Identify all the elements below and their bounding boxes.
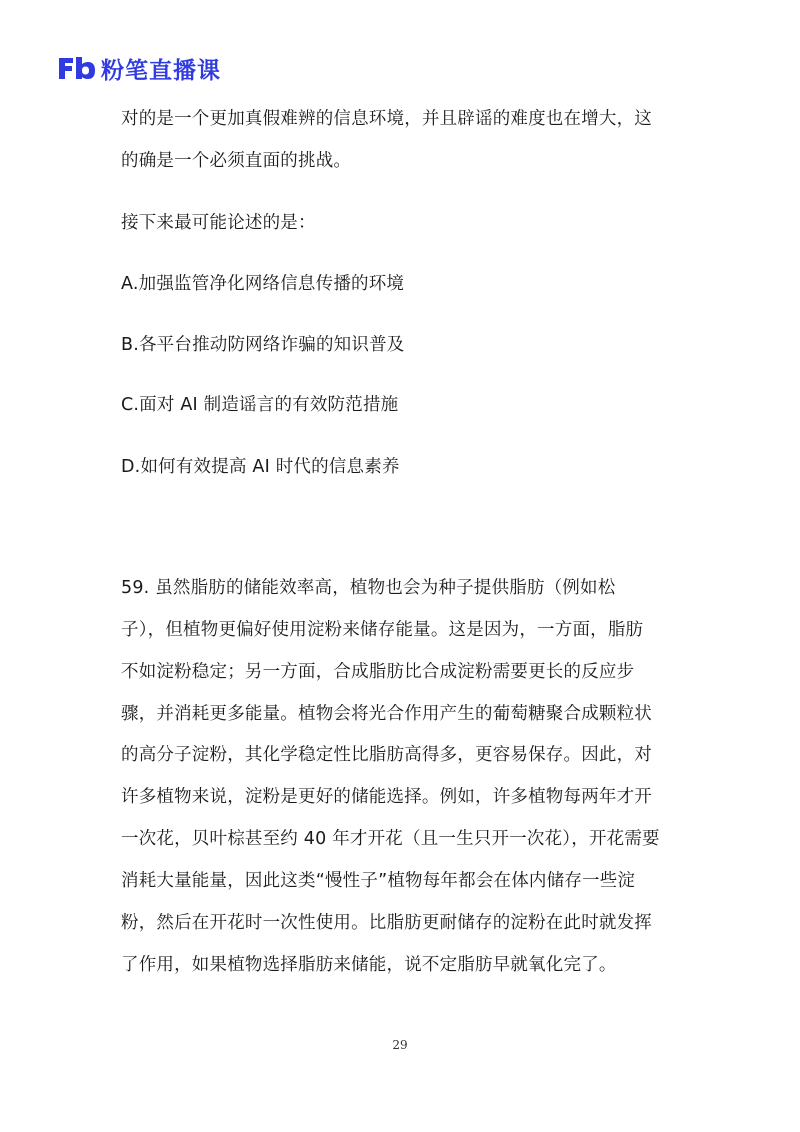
question-59-line: 骤，并消耗更多能量。植物会将光合作用产生的葡萄糖聚合成颗粒状 bbox=[121, 704, 652, 724]
question-59-line: 粉，然后在开花时一次性使用。比脂肪更耐储存的淀粉在此时就发挥 bbox=[121, 913, 652, 933]
question-59-line: 59. 虽然脂肪的储能效率高，植物也会为种子提供脂肪（例如松 bbox=[121, 578, 616, 598]
question-59-line: 许多植物来说，淀粉是更好的储能选择。例如，许多植物每两年才开 bbox=[121, 787, 652, 807]
question-59-line: 了作用，如果植物选择脂肪来储能，说不定脂肪早就氧化完了。 bbox=[121, 955, 617, 975]
question-59-line: 不如淀粉稳定；另一方面，合成脂肪比合成淀粉需要更长的反应步 bbox=[121, 662, 635, 682]
question-prompt: 接下来最可能论述的是： bbox=[121, 213, 316, 233]
passage-line: 对的是一个更加真假难辨的信息环境，并且辟谣的难度也在增大，这 bbox=[121, 109, 652, 129]
brand-name: 粉笔直播课 bbox=[101, 57, 221, 84]
question-59-line: 子），但植物更偏好使用淀粉来储存能量。这是因为，一方面，脂肪 bbox=[121, 620, 644, 640]
option-b: B.各平台推动防网络诈骗的知识普及 bbox=[121, 335, 405, 355]
page-number: 29 bbox=[392, 1038, 408, 1052]
option-d: D.如何有效提高 AI 时代的信息素养 bbox=[121, 457, 400, 477]
question-59-line: 的高分子淀粉，其化学稳定性比脂肪高得多，更容易保存。因此，对 bbox=[121, 745, 652, 765]
fb-logo-icon bbox=[57, 55, 97, 81]
brand-header bbox=[57, 52, 221, 84]
question-59-line: 消耗大量能量，因此这类“慢性子”植物每年都会在体内储存一些淀 bbox=[121, 871, 636, 891]
question-59-line: 一次花，贝叶棕甚至约 40 年才开花（且一生只开一次花），开花需要 bbox=[121, 829, 660, 849]
passage-line: 的确是一个必须直面的挑战。 bbox=[121, 151, 352, 171]
option-a: A.加强监管净化网络信息传播的环境 bbox=[121, 274, 405, 294]
option-c: C.面对 AI 制造谣言的有效防范措施 bbox=[121, 395, 399, 415]
